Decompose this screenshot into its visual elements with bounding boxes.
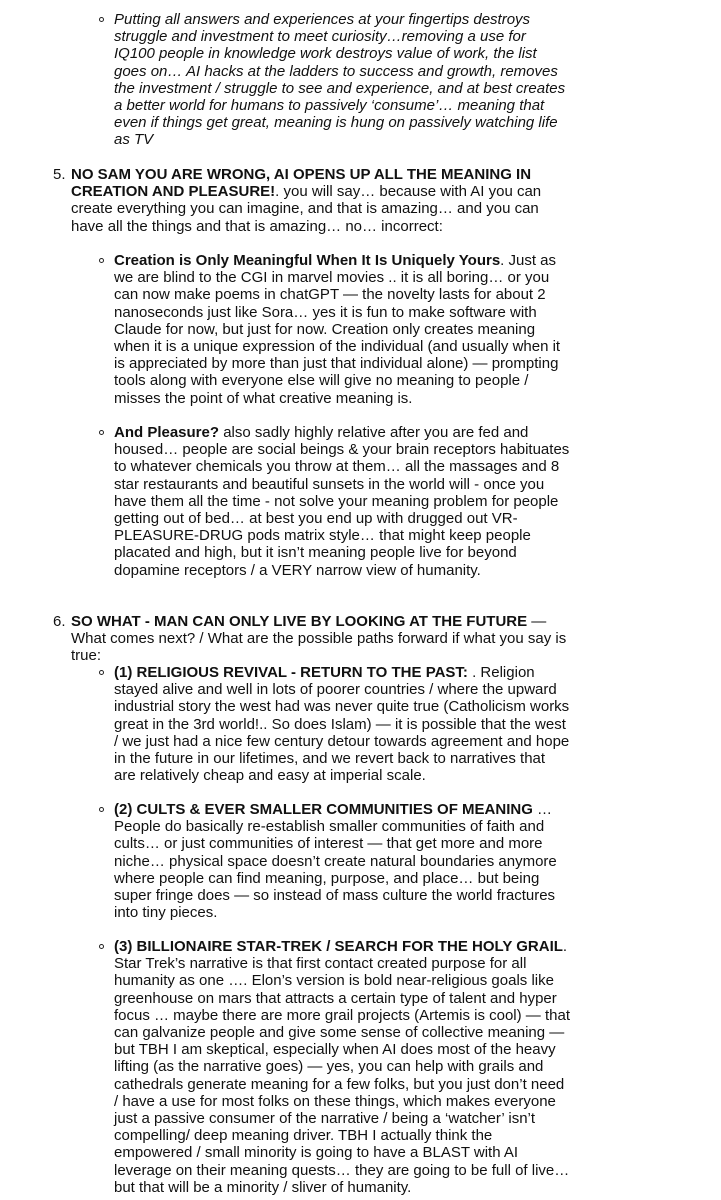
- list-number: 6.: [53, 613, 66, 630]
- sub-bullet-text: . Just as we are blind to the CGI in marvel movies .. it is all boring… or you can now make poems in chatGPT — the novelty lasts for about 2 nanoseconds just like Sora… yes it is fun to make software with Claude for now, but just for now. Creation only creates meaning when it is a unique expression of the individual (and usually when it is appreciated by more than just that individual alone) — prompting tools along with everyone else will give no meaning to people / misses the point of what creative meaning is.: [114, 252, 561, 407]
- sub-bullet-text: Putting all answers and experiences at your fingertips destroys struggle and investment to meet curiosity…removing a use for IQ100 people in knowledge work destroys value of work, the list goes on… AI hacks at the ladders to success and growth, removes the investment / struggle to see and experience, and at best creates a better world for humans to passively ‘consume’… meaning that even if things get great, meaning is hung on passively watching life as TV: [114, 11, 566, 149]
- sub-bullet-text: . Star Trek’s narrative is that first contact created purpose for all humanity as one …. Elon’s version is bold near-religious goals like greenhouse on mars that attracts a certain type of talent and hyper focus … maybe there are more grail projects (Artemis is cool) — that can galvanize people and give some sense of collective meaning — but TBH I am skeptical, especially when AI does most of the heavy lifting (as the narrative goes) — yes, you can help with grails and cathedrals generate meaning for a few folks, but you just don’t need / have a use for most folks on these things, which makes everyone just a passive consumer of the narrative / being a ‘watcher’ isn’t compelling/ deep meaning driver. TBH I actually think the empowered / small minority is going to have a BLAST with AI leverage on their meaning quests… they are going to be full of live… but that will be a minority / sliver of humanity.: [114, 938, 570, 1196]
- hollow-bullet-icon: [99, 430, 104, 435]
- hollow-bullet-icon: [99, 944, 104, 949]
- sub-bullet-religious-revival: [114, 664, 570, 784]
- list-item-text: — What comes next? / What are the possible paths forward if what you say is true:: [71, 613, 567, 665]
- sub-bullet-heading: (2) CULTS & EVER SMALLER COMMUNITIES OF MEANING: [114, 801, 533, 818]
- sub-bullet-creation: [114, 252, 570, 407]
- sub-bullet-text: . Religion stayed alive and well in lots of poorer countries / where the upward industrial story the west had was never quite true (Catholicism works great in the 3rd world!.. So does Islam) — it is possible that the west / we just had a nice few century detour towards agreement and hope in the future in our lifetimes, and we revert back to narratives that are relatively cheap and easy at imperial scale.: [114, 664, 570, 785]
- sub-bullet-fingertips: [114, 11, 570, 149]
- list-item-5: [53, 166, 571, 235]
- list-item-heading: SO WHAT - MAN CAN ONLY LIVE BY LOOKING AT THE FUTURE: [71, 613, 528, 630]
- list-item-heading: NO SAM YOU ARE WRONG, AI OPENS UP ALL THE MEANING IN CREATION AND PLEASURE!: [71, 166, 532, 201]
- sub-bullet-text: … People do basically re-establish smaller communities of faith and cults… or just communities of interest — that get more and more niche… physical space doesn’t create natural boundaries anymore where people can find meaning, purpose, and place… but being super fringe does — so instead of mass culture the world fractures into tiny pieces.: [114, 801, 557, 922]
- list-item-6: [53, 613, 571, 665]
- sub-bullet-heading: (1) RELIGIOUS REVIVAL - RETURN TO THE PAST:: [114, 664, 468, 681]
- sub-bullet-heading: And Pleasure?: [114, 424, 220, 441]
- hollow-bullet-icon: [99, 258, 104, 263]
- hollow-bullet-icon: [99, 807, 104, 812]
- sub-bullet-text: also sadly highly relative after you are fed and housed… people are social beings & your brain receptors habituates to whatever chemicals you throw at them… all the massages and 8 star restaurants and beautiful sunsets in the world will - once you have them all the time - not solve your meaning problem for people getting out of bed… at best you end up with drugged out VR-PLEASURE-DRUG pods matrix style… that might keep people placated and high, but it isn’t meaning people live for beyond dopamine receptors / a VERY narrow view of humanity.: [114, 424, 570, 579]
- list-item-text: . you will say… because with AI you can create everything you can imagine, and that is amazing… and you can have all the things and that is amazing… no… incorrect:: [71, 183, 542, 235]
- sub-bullet-pleasure: [114, 424, 570, 579]
- sub-bullet-heading: Creation is Only Meaningful When It Is Uniquely Yours: [114, 252, 501, 269]
- sub-bullet-billionaire: [114, 938, 570, 1196]
- hollow-bullet-icon: [99, 670, 104, 675]
- list-number: 5.: [53, 166, 66, 183]
- hollow-bullet-icon: [99, 17, 104, 22]
- sub-bullet-cults: [114, 801, 570, 921]
- sub-bullet-heading: (3) BILLIONAIRE STAR-TREK / SEARCH FOR THE HOLY GRAIL: [114, 938, 563, 955]
